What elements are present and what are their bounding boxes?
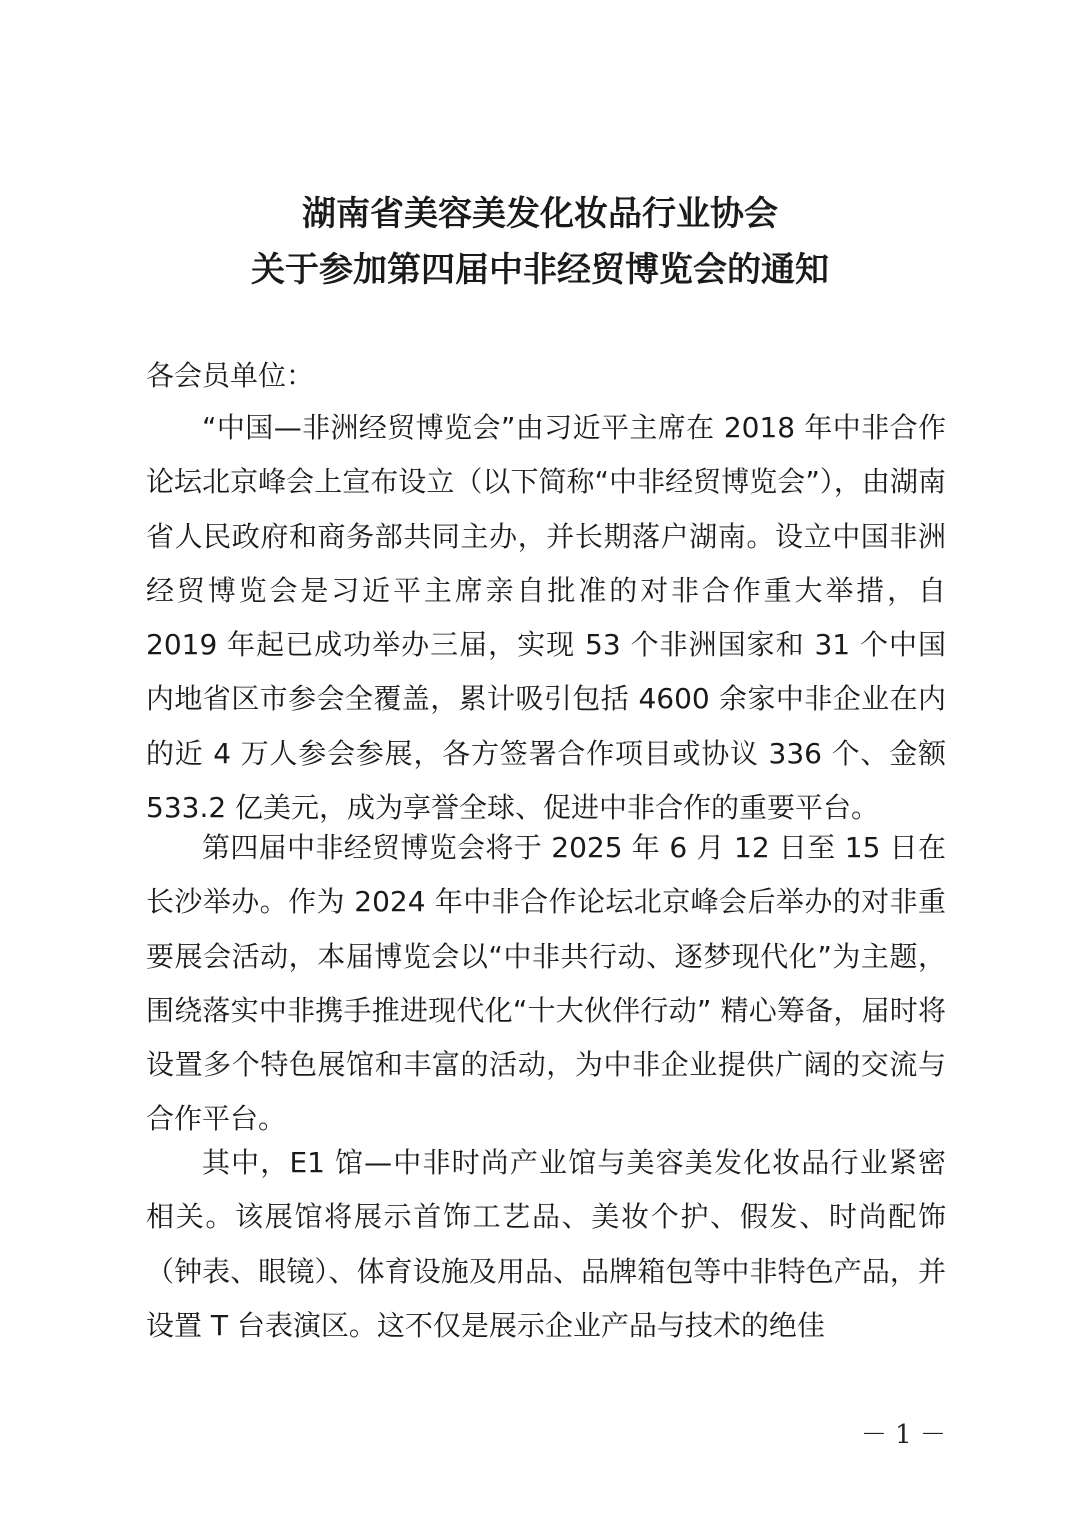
title-line-1: 湖南省美容美发化妆品行业协会	[302, 194, 778, 234]
title-line-2: 关于参加第四届中非经贸博览会的通知	[251, 250, 829, 290]
salutation: 各会员单位：	[146, 359, 315, 392]
paragraph-2: 第四届中非经贸博览会将于 2025 年 6 月 12 日至 15 日在长沙举办。作为 2024 年中非合作论坛北京峰会后举办的对非重要展会活动，本届博览会以“中非共行动、逐梦现代化”为主题，围绕落实中非携手推进现代化“十大伙伴行动” 精心筹备，届时将设置多个特色展馆和丰富的活动，为中非企业提供广阔的交流与合作平台。	[146, 831, 946, 1136]
paragraph-3: 其中，E1 馆—中非时尚产业馆与美容美发化妆品行业紧密相关。该展馆将展示首饰工艺品、美妆个护、假发、时尚配饰（钟表、眼镜）、体育设施及用品、品牌箱包等中非特色产品，并设置 T 台表演区。这不仅是展示企业产品与技术的绝佳	[146, 1146, 946, 1342]
paragraph-1: “中国—非洲经贸博览会”由习近平主席在 2018 年中非合作论坛北京峰会上宣布设立（以下简称“中非经贸博览会”），由湖南省人民政府和商务部共同主办，并长期落户湖南。设立中国非洲经贸博览会是习近平主席亲自批准的对非合作重大举措，自 2019 年起已成功举办三届，实现 53 个非洲国家和 31 个中国内地省区市参会全覆盖，累计吸引包括 4600 余家中非企业在内的近 4 万人参会参展，各方签署合作项目或协议 336 个、金额 533.2 亿美元，成为享誉全球、促进中非合作的重要平台。	[146, 411, 946, 825]
page-number: － 1 －	[860, 1420, 946, 1450]
